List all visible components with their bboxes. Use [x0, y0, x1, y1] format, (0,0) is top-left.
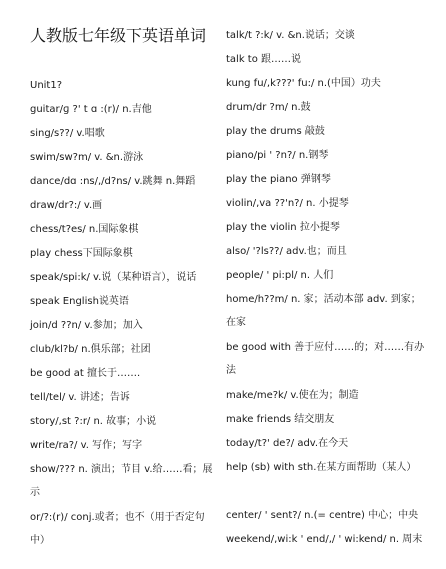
vocab-entry: play the drums 敲鼓: [226, 126, 325, 137]
vocab-entry: speak/spi:k/ v.说（某种语言），说话: [30, 272, 197, 283]
vocab-entry: chess/t?es/ n.国际象棋: [30, 224, 139, 235]
vocab-entry: help (sb) with sth.在某方面帮助（某人）: [226, 462, 417, 473]
vocab-entry: speak English说英语: [30, 296, 129, 307]
vocab-entry: violin/,va ??'n?/ n. 小提琴: [226, 198, 349, 209]
vocab-entry: join/d ??n/ v.参加；加入: [30, 320, 143, 331]
vocab-entry: story/,st ?:r/ n. 故事；小说: [30, 416, 157, 427]
vocab-entry: today/t?' de?/ adv.在今天: [226, 438, 349, 449]
vocab-entry: show/??? n. 演出；节目 v.给……看；展示: [30, 464, 213, 498]
vocab-entry: write/ra?/ v. 写作；写字: [30, 440, 143, 451]
vocab-entry: swim/sw?m/ v. &n.游泳: [30, 152, 144, 163]
vocab-entry: make friends 结交朋友: [226, 414, 335, 425]
vocab-entry: drum/dr ?m/ n.鼓: [226, 102, 311, 113]
vocab-entry: play the violin 拉小提琴: [226, 222, 340, 233]
vocab-entry: make/me?k/ v.使在为；制造: [226, 390, 359, 401]
document-title: 人教版七年级下英语单词: [30, 26, 207, 45]
vocab-entry: play chess下国际象棋: [30, 248, 133, 259]
vocab-entry: home/h??m/ n. 家；活动本部 adv. 到家；在家: [226, 294, 421, 328]
vocab-entry: or/?:(r)/ conj.或者；也不（用于否定句中）: [30, 512, 205, 546]
vocab-entry: kung fu/,k???' fu:/ n.(中国）功夫: [226, 78, 381, 89]
vocab-entry: talk/t ?:k/ v. &n.说话；交谈: [226, 30, 355, 41]
vocab-entry: center/ ' sent?/ n.(= centre) 中心；中央: [226, 510, 419, 521]
vocab-entry: dance/dɑ :ns/,/d?ns/ v.跳舞 n.舞蹈: [30, 176, 196, 187]
vocab-entry: draw/dr?:/ v.画: [30, 200, 103, 211]
vocab-entry: also/ '?ls??/ adv.也；而且: [226, 246, 347, 257]
vocab-entry: tell/tel/ v. 讲述；告诉: [30, 392, 130, 403]
vocab-entry: play the piano 弹钢琴: [226, 174, 331, 185]
vocab-entry: be good with 善于应付……的；对……有办法: [226, 342, 425, 376]
vocab-entry: club/kl?b/ n.俱乐部；社团: [30, 344, 151, 355]
vocab-entry: people/ ' pi:pl/ n. 人们: [226, 270, 334, 281]
vocab-entry: be good at 擅长于…….: [30, 368, 141, 379]
vocab-entry: piano/pi ' ?n?/ n.钢琴: [226, 150, 329, 161]
vocab-entry: weekend/,wi:k ' end/,/ ' wi:kend/ n. 周末: [226, 534, 423, 545]
vocab-entry: guitar/ɡ ?' t ɑ :(r)/ n.吉他: [30, 104, 152, 115]
vocab-entry: sing/s??/ v.唱歌: [30, 128, 105, 139]
vocab-entry: Unit1?: [30, 80, 63, 91]
vocab-entry: talk to 跟……说: [226, 54, 302, 65]
